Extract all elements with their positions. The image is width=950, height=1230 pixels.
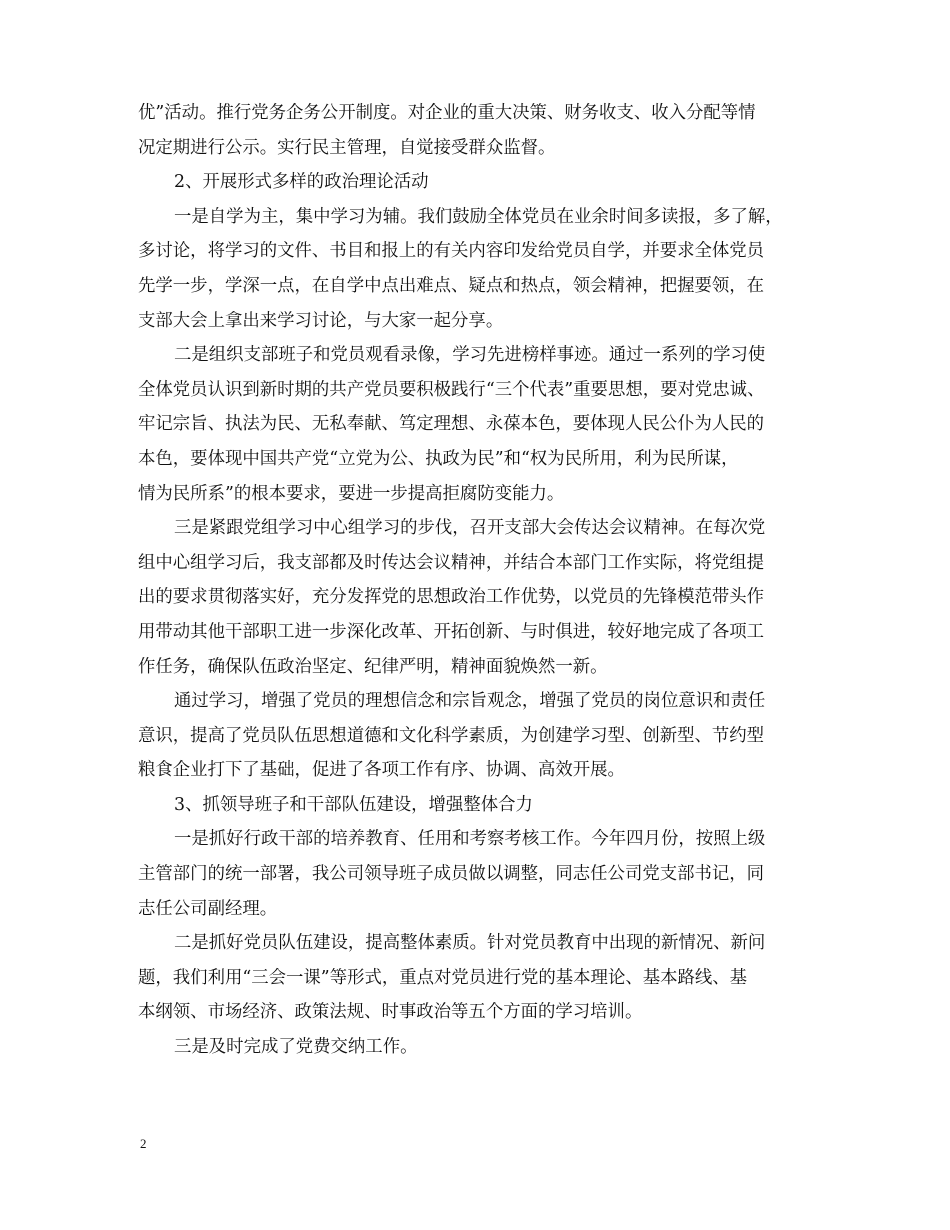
text-line: 题，我们利用“三会一课”等形式，重点对党员进行党的基本理论、基本路线、基 — [138, 967, 748, 988]
text-line: 牢记宗旨、执法为民、无私奉献、笃定理想、永葆本色，要体现人民公仆为人民的 — [138, 414, 765, 435]
text-line: 多讨论，将学习的文件、书目和报上的有关内容印发给党员自学，并要求全体党员 — [138, 241, 765, 262]
text-line: 优”活动。推行党务企务公开制度。对企业的重大决策、财务收支、收入分配等情 — [138, 103, 756, 123]
text-line: 用带动其他干部职工进一步深化改革、开拓创新、与时俱进，较好地完成了各项工 — [138, 621, 765, 642]
text-line: 支部大会上拿出来学习讨论，与大家一起分享。 — [138, 310, 504, 331]
text-line: 出的要求贯彻落实好，充分发挥党的思想政治工作优势，以党员的先锋模范带头作 — [138, 587, 765, 608]
document-body — [138, 96, 818, 1065]
paragraph-start: 一是自学为主，集中学习为辅。我们鼓励全体党员在业余时间多读报，多了解， — [174, 206, 783, 227]
paragraph-start: 通过学习，增强了党员的理想信念和宗旨观念，增强了党员的岗位意识和责任 — [174, 691, 766, 712]
paragraph-start: 三是紧跟党组学习中心组学习的步伐，召开支部大会传达会议精神。在每次党 — [174, 518, 766, 539]
text-line: 主管部门的统一部署，我公司领导班子成员做以调整，同志任公司党支部书记，同 — [138, 864, 765, 885]
paragraph-start: 二是抓好党员队伍建设，提高整体素质。针对党员教育中出现的新情况、新问 — [174, 933, 766, 954]
text-line: 作任务，确保队伍政治坚定、纪律严明，精神面貌焕然一新。 — [138, 656, 608, 677]
text-line: 意识，提高了党员队伍思想道德和文化科学素质，为创建学习型、创新型、节约型 — [138, 725, 765, 746]
text-line: 志任公司副经理。 — [138, 898, 278, 919]
paragraph-start: 三是及时完成了党费交纳工作。 — [174, 1037, 418, 1058]
text-line: 本纲领、市场经济、政策法规、时事政治等五个方面的学习培训。 — [138, 1002, 643, 1023]
paragraph-start: 一是抓好行政干部的培养教育、任用和考察考核工作。今年四月份，按照上级 — [174, 829, 766, 850]
text-line: 粮食企业打下了基础，促进了各项工作有序、协调、高效开展。 — [138, 760, 625, 781]
text-line: 组中心组学习后，我支部都及时传达会议精神，并结合本部门工作实际，将党组提 — [138, 552, 765, 573]
section-heading: 2、开展形式多样的政治理论活动 — [174, 172, 429, 193]
text-line: 本色，要体现中国共产党“立党为公、执政为民”和“权为民所用，利为民所谋， — [138, 448, 739, 469]
text-line: 情为民所系”的根本要求，要进一步提高拒腐防变能力。 — [138, 483, 565, 504]
section-heading: 3、抓领导班子和干部队伍建设，增强整体合力 — [174, 794, 533, 815]
text-line: 全体党员认识到新时期的共产党员要积极践行“三个代表”重要思想，要对党忠诚、 — [138, 379, 765, 400]
text-line: 况定期进行公示。实行民主管理，自觉接受群众监督。 — [138, 137, 556, 158]
text-line: 先学一步，学深一点，在自学中点出难点、疑点和热点，领会精神，把握要领，在 — [138, 275, 765, 296]
paragraph-start: 二是组织支部班子和党员观看录像，学习先进榜样事迹。通过一系列的学习使 — [174, 345, 766, 366]
page-number: 2 — [140, 1136, 147, 1151]
